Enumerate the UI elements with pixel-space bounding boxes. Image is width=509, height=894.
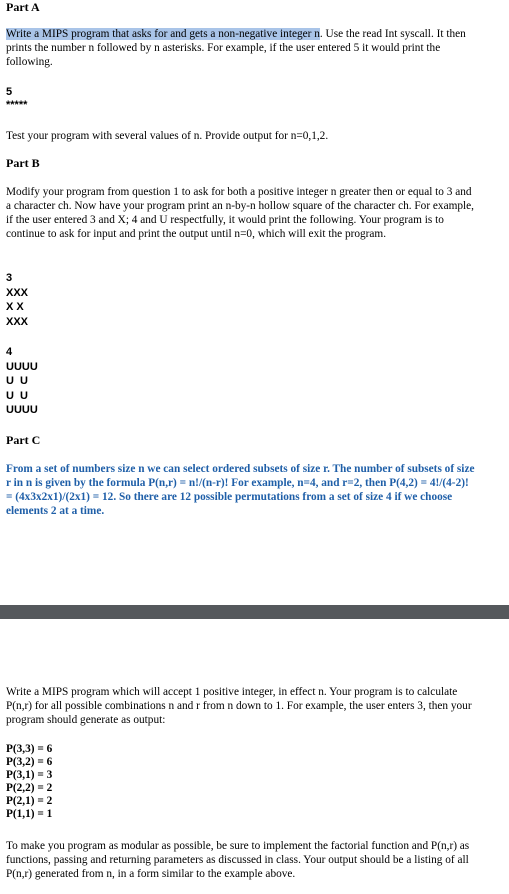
example-line: 3 (6, 272, 13, 284)
example-line: 4 (6, 346, 13, 358)
part-c-heading: Part C (6, 433, 41, 447)
part-a-paragraph (6, 27, 476, 69)
example-line: XXX (6, 286, 29, 299)
part-b-example-1 (6, 271, 28, 329)
output-line: P(2,1) = 2 (6, 794, 53, 807)
example-line: UUUU (6, 360, 38, 373)
part-a-test-line: Test your program with several values of n. Provide output for n=0,1,2. (6, 130, 329, 142)
part-a-rest: . Use the read Int syscall. It then prints the number n followed by n asterisks. For example, if the user entered 5 it would print the following. (6, 28, 466, 68)
output-line: P(2,2) = 2 (6, 781, 53, 794)
example-line: UUUU (6, 404, 38, 416)
example-line: U U (6, 389, 28, 402)
example-line: X X (6, 301, 24, 313)
example-line: XXX (6, 315, 29, 328)
example-line: U U (6, 375, 28, 387)
output-line: P(3,2) = 6 (6, 755, 53, 768)
page-divider (0, 605, 509, 619)
page-2-intro: Write a MIPS program which will accept 1 positive integer, in effect n. Your program is to calculate P(n,r) for all possible combinations n and r from n down to 1. For example, the user enters 3, then your program should generate as output: (6, 686, 472, 726)
part-a-example-input: 5 (6, 86, 13, 98)
output-line: P(3,1) = 3 (6, 768, 53, 781)
part-c-paragraph: From a set of numbers size n we can select ordered subsets of size r. The number of subsets of size r in n is given by the formula P(n,r) = n!/(n-r)! For example, n=4, and r=2, then P(4,2) = 4!/(4-2)! = (4x3x2x1)/(2x1) = 12. So there are 12 possible permutations from a set of size 4 if we choose elements 2 at a time. (6, 463, 475, 517)
output-line: P(1,1) = 1 (6, 807, 53, 820)
part-b-example-2 (6, 345, 38, 418)
part-a-heading: Part A (6, 0, 40, 14)
part-a-example-output: ***** (6, 99, 28, 111)
document-page-2 (0, 619, 509, 894)
part-b-heading: Part B (6, 156, 40, 170)
page-2-closing: To make you program as modular as possible, be sure to implement the factorial function and P(n,r) as functions, passing and returning parameters as discussed in class. Your output should be a listing of all P(n,r) generated from n, in a form similar to the example above. (6, 840, 470, 880)
highlighted-text: Write a MIPS program that asks for and gets a non-negative integer n (6, 28, 320, 40)
part-b-paragraph: Modify your program from question 1 to ask for both a positive integer n greater then or equal to 3 and a character ch. Now have your program print an n-by-n hollow square of the character ch. For example, if the user entered 3 and X; 4 and U respectfully, it would print the following. Your program is to continue to ask for input and print the output until n=0, which will exit the program. (6, 186, 475, 240)
page-2-output-list (6, 743, 52, 820)
output-line: P(3,3) = 6 (6, 743, 53, 755)
